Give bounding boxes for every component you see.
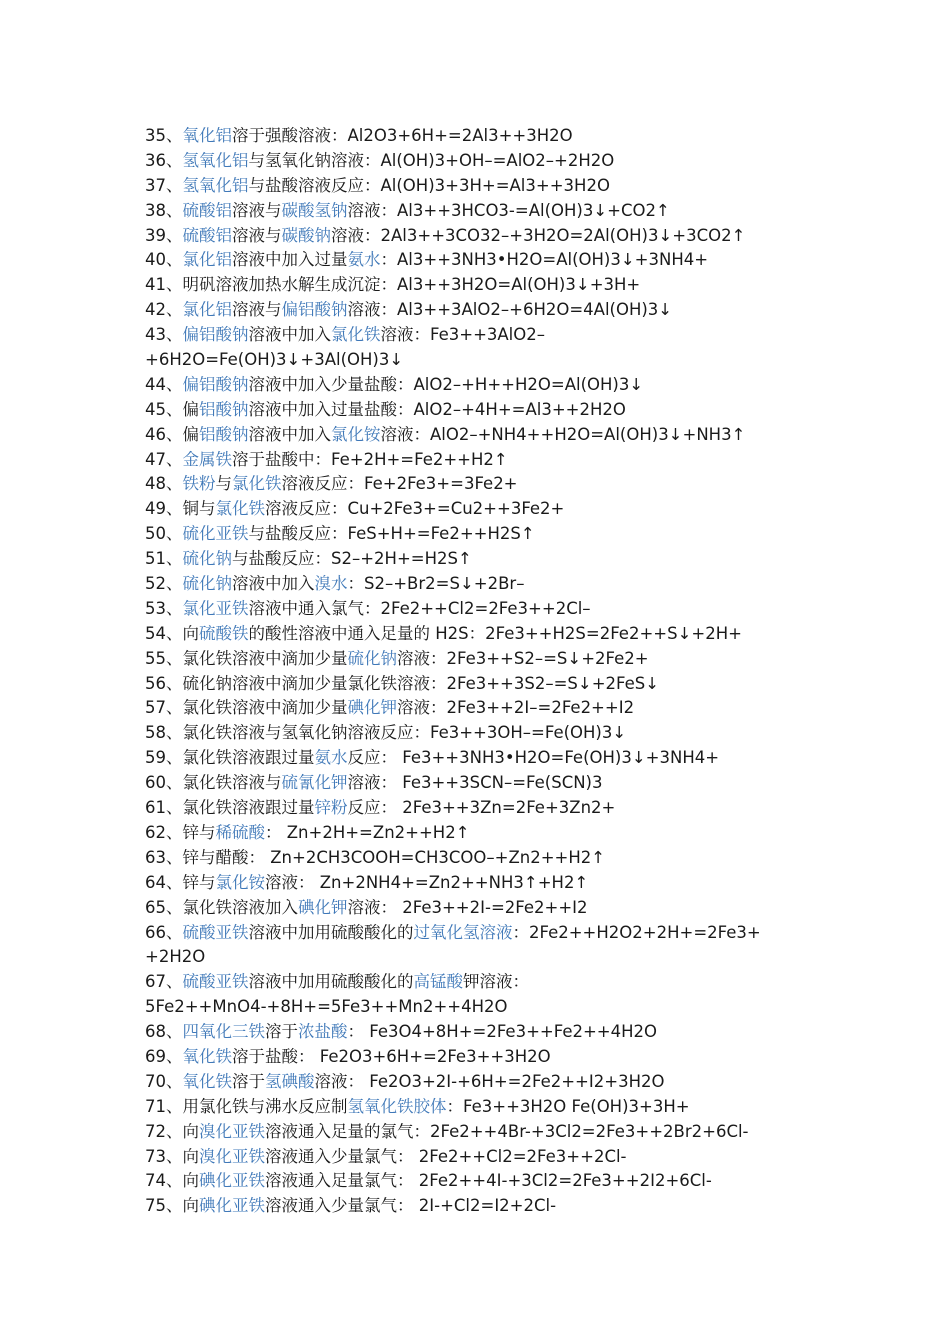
equation-text: 55、氯化铁溶液中滴加少量 (145, 648, 348, 668)
equation-text: 75、向 (145, 1196, 199, 1216)
equation-line (145, 398, 825, 423)
equation-text: 45、偏 (145, 399, 199, 419)
equation-line (145, 672, 825, 697)
keyword-link[interactable]: 碘化亚铁 (199, 1171, 265, 1191)
equation-text: 与盐酸反应：S2–+2H+=H2S↑ (232, 549, 472, 569)
equation-line (145, 348, 825, 373)
keyword-link[interactable]: 氢氧化铝 (182, 175, 249, 195)
keyword-link[interactable]: 氯化铁 (232, 474, 282, 494)
equation-text: 50、 (145, 524, 183, 544)
equation-line (145, 1145, 825, 1170)
equation-line (145, 199, 825, 224)
equation-text: 溶液： Zn+2NH4+=Zn2++NH3↑+H2↑ (265, 872, 589, 892)
keyword-link[interactable]: 浓盐酸 (298, 1022, 348, 1042)
keyword-link[interactable]: 氢碘酸 (265, 1071, 315, 1091)
keyword-link[interactable]: 碘化钾 (347, 698, 397, 718)
equation-line (145, 448, 825, 473)
equation-line (145, 1120, 825, 1145)
equation-text: 溶液中加入过量盐酸：AlO2–+4H+=Al3++2H2O (248, 399, 626, 419)
equation-text: 40、 (145, 250, 183, 270)
equation-line (145, 647, 825, 672)
equation-line (145, 522, 825, 547)
equation-text: 溶液中加入 (248, 424, 331, 444)
keyword-link[interactable]: 溴化亚铁 (199, 1146, 265, 1166)
keyword-link[interactable]: 锌粉 (314, 798, 348, 818)
keyword-link[interactable]: 偏铝酸钠 (281, 300, 348, 320)
keyword-link[interactable]: 氯化铝 (182, 250, 232, 270)
equation-text: 69、 (145, 1046, 183, 1066)
keyword-link[interactable]: 碘化亚铁 (199, 1196, 265, 1216)
equation-text: 溶液通入足量氯气： 2Fe2++4I-+3Cl2=2Fe3++2I2+6Cl- (265, 1171, 712, 1191)
equation-text: 溶液：2Fe3++S2–=S↓+2Fe2+ (397, 648, 649, 668)
keyword-link[interactable]: 氢氧化铝 (182, 150, 249, 170)
keyword-link[interactable]: 碘化钾 (298, 897, 348, 917)
equation-line (145, 1045, 825, 1070)
equation-text: 44、 (145, 374, 183, 394)
equation-text: 溶于 (232, 1071, 265, 1091)
equation-line (145, 174, 825, 199)
equation-text: 溶液通入少量氯气： 2I-+Cl2=I2+2Cl- (265, 1196, 557, 1216)
equation-text: 42、 (145, 300, 183, 320)
equation-line (145, 497, 825, 522)
keyword-link[interactable]: 氯化铵 (331, 424, 381, 444)
equation-line (145, 1169, 825, 1194)
equation-text: 52、 (145, 574, 183, 594)
keyword-link[interactable]: 氯化亚铁 (182, 598, 249, 618)
equation-text: 溶液反应：Cu+2Fe3+=Cu2++3Fe2+ (265, 499, 565, 519)
equation-text: 溶液中加入 (248, 325, 331, 345)
equation-text: 58、氯化铁溶液与氢氧化钠溶液反应：Fe3++3OH–=Fe(OH)3↓ (145, 723, 627, 743)
equation-text: 70、 (145, 1071, 183, 1091)
equation-line (145, 323, 825, 348)
equation-text: 36、 (145, 150, 183, 170)
equation-text: 74、向 (145, 1171, 199, 1191)
equation-text: 65、氯化铁溶液加入 (145, 897, 298, 917)
equation-line (145, 572, 825, 597)
equation-text: ：Fe3++3H2O Fe(OH)3+3H+ (446, 1096, 690, 1116)
equation-text: ：Al3++3NH3•H2O=Al(OH)3↓+3NH4+ (380, 250, 709, 270)
equation-text: 71、用氯化铁与沸水反应制 (145, 1096, 348, 1116)
equation-text: ： Zn+2H+=Zn2++H2↑ (265, 822, 470, 842)
keyword-link[interactable]: 溴水 (314, 574, 348, 594)
equation-text: 溶液与 (232, 200, 282, 220)
equation-line (145, 373, 825, 398)
equation-text: 与 (215, 474, 232, 494)
equation-text: 47、 (145, 449, 183, 469)
equation-text: 溶于盐酸： Fe2O3+6H+=2Fe3++3H2O (232, 1046, 551, 1066)
equation-line (145, 995, 825, 1020)
equation-line (145, 547, 825, 572)
equation-text: 溶液反应：Fe+2Fe3+=3Fe2+ (281, 474, 518, 494)
equation-text: 37、 (145, 175, 183, 195)
keyword-link[interactable]: 硫化亚铁 (182, 524, 249, 544)
equation-text: 61、氯化铁溶液跟过量 (145, 798, 315, 818)
equation-text: 溶液： Fe3++3SCN–=Fe(SCN)3 (347, 773, 603, 793)
equation-text: +6H2O=Fe(OH)3↓+3Al(OH)3↓ (145, 350, 404, 370)
equation-line (145, 821, 825, 846)
equation-text: 的酸性溶液中通入足量的 H2S：2Fe3++H2S=2Fe2++S↓+2H+ (248, 623, 742, 643)
equation-text: 72、向 (145, 1121, 199, 1141)
equation-text: 反应： 2Fe3++3Zn=2Fe+3Zn2+ (347, 798, 616, 818)
equation-text: 60、氯化铁溶液与 (145, 773, 282, 793)
keyword-link[interactable]: 硫化钠 (347, 648, 397, 668)
equation-text: 与盐酸溶液反应：Al(OH)3+3H+=Al3++3H2O (248, 175, 610, 195)
keyword-link[interactable]: 铝酸钠 (199, 399, 249, 419)
keyword-link[interactable]: 氧化铝 (182, 126, 232, 145)
equation-line (145, 945, 825, 970)
equation-line (145, 273, 825, 298)
keyword-link[interactable]: 硫酸铝 (182, 225, 232, 245)
equation-text: 溶液与 (232, 225, 282, 245)
equation-text: 68、 (145, 1022, 183, 1042)
keyword-link[interactable]: 四氧化三铁 (182, 1022, 265, 1042)
equation-line (145, 721, 825, 746)
equation-text: 溶液通入足量的氯气：2Fe2++4Br-+3Cl2=2Fe3++2Br2+6Cl- (265, 1121, 749, 1141)
equation-line (145, 846, 825, 871)
equation-text: 溶液：Al3++3AlO2–+6H2O=4Al(OH)3↓ (347, 300, 673, 320)
equation-line (145, 1194, 825, 1219)
equation-text: 与氢氧化钠溶液：Al(OH)3+OH–=AlO2–+2H2O (248, 150, 615, 170)
equation-line (145, 298, 825, 323)
keyword-link[interactable]: 碳酸钠 (281, 225, 331, 245)
equation-text: 73、向 (145, 1146, 199, 1166)
equation-text: ： Fe3O4+8H+=2Fe3++Fe2++4H2O (347, 1022, 658, 1042)
keyword-link[interactable]: 硫化钠 (182, 574, 232, 594)
keyword-link[interactable]: 碳酸氢钠 (281, 200, 348, 220)
equation-line (145, 472, 825, 497)
equation-line (145, 896, 825, 921)
equation-text: 54、向 (145, 623, 199, 643)
keyword-link[interactable]: 硫氰化钾 (281, 773, 348, 793)
equation-text: 溶液中通入氯气：2Fe2++Cl2=2Fe3++2Cl– (248, 598, 591, 618)
equation-text: 溶液：2Fe3++2I–=2Fe2++I2 (397, 698, 635, 718)
equation-text: 43、 (145, 325, 183, 345)
equation-text: 48、 (145, 474, 183, 494)
equation-line (145, 423, 825, 448)
equation-line (145, 771, 825, 796)
equation-text: 38、 (145, 200, 183, 220)
equation-text: 溶液中加入 (232, 574, 315, 594)
equation-line (145, 1095, 825, 1120)
keyword-link[interactable]: 氯化铁 (215, 499, 265, 519)
equation-text: 溶液中加用硫酸酸化的 (248, 972, 414, 992)
keyword-link[interactable]: 溴化亚铁 (199, 1121, 265, 1141)
keyword-link[interactable]: 氧化铁 (182, 1071, 232, 1091)
equation-text: ：2Fe2++H2O2+2H+=2Fe3+ (512, 922, 761, 942)
keyword-link[interactable]: 稀硫酸 (215, 822, 265, 842)
equation-text: 39、 (145, 225, 183, 245)
equation-text: 49、铜与 (145, 499, 216, 519)
keyword-link[interactable]: 铝酸钠 (199, 424, 249, 444)
equation-text: 62、锌与 (145, 822, 216, 842)
equation-text: 溶液中加用硫酸酸化的 (248, 922, 414, 942)
equation-text: 59、氯化铁溶液跟过量 (145, 748, 315, 768)
equation-line (145, 796, 825, 821)
keyword-link[interactable]: 偏铝酸钠 (182, 325, 249, 345)
keyword-link[interactable]: 偏铝酸钠 (182, 374, 249, 394)
equation-text: 63、锌与醋酸： Zn+2CH3COOH=CH3COO–+Zn2++H2↑ (145, 847, 606, 867)
equation-text: 溶液：Al3++3HCO3-=Al(OH)3↓+CO2↑ (347, 200, 670, 220)
equation-line (145, 970, 825, 995)
keyword-link[interactable]: 硫酸亚铁 (182, 972, 249, 992)
keyword-link[interactable]: 硫化钠 (182, 549, 232, 569)
equation-text: 与盐酸反应：FeS+H+=Fe2++H2S↑ (248, 524, 535, 544)
equation-text: 溶液： Fe2O3+2I-+6H+=2Fe2++I2+3H2O (314, 1071, 665, 1091)
keyword-link[interactable]: 高锰酸 (413, 972, 463, 992)
equation-line (145, 1070, 825, 1095)
keyword-link[interactable]: 硫酸铁 (199, 623, 249, 643)
equation-text: 67、 (145, 972, 183, 992)
keyword-link[interactable]: 氯化铁 (331, 325, 381, 345)
keyword-link[interactable]: 氧化铁 (182, 1046, 232, 1066)
keyword-link[interactable]: 硫酸亚铁 (182, 922, 249, 942)
equation-text: 41、明矾溶液加热水解生成沉淀：Al3++3H2O=Al(OH)3↓+3H+ (145, 275, 641, 295)
equation-line (145, 597, 825, 622)
equation-text: 溶于 (265, 1022, 298, 1042)
equation-text: 溶液中加入过量 (232, 250, 348, 270)
equation-text: 溶液：Fe3++3AlO2– (380, 325, 545, 345)
equation-list (145, 124, 825, 1219)
equation-line (145, 224, 825, 249)
keyword-link[interactable]: 氨水 (314, 748, 348, 768)
equation-text: 35、 (145, 126, 183, 145)
equation-line (145, 248, 825, 273)
equation-text: 溶液通入少量氯气： 2Fe2++Cl2=2Fe3++2Cl- (265, 1146, 627, 1166)
keyword-link[interactable]: 过氧化氢溶液 (413, 922, 513, 942)
equation-text: 钾溶液： (463, 972, 529, 992)
keyword-link[interactable]: 氨水 (347, 250, 381, 270)
equation-text: 溶液中加入少量盐酸：AlO2–+H++H2O=Al(OH)3↓ (248, 374, 644, 394)
equation-text: 56、硫化钠溶液中滴加少量氯化铁溶液：2Fe3++3S2–=S↓+2FeS↓ (145, 673, 660, 693)
equation-text: 64、锌与 (145, 872, 216, 892)
equation-line (145, 746, 825, 771)
equation-text: 46、偏 (145, 424, 199, 444)
equation-text: 57、氯化铁溶液中滴加少量 (145, 698, 348, 718)
equation-text: 溶液：2Al3++3CO32–+3H2O=2Al(OH)3↓+3CO2↑ (331, 225, 746, 245)
equation-line (145, 622, 825, 647)
equation-line (145, 124, 825, 149)
keyword-link[interactable]: 金属铁 (182, 449, 232, 469)
equation-line (145, 921, 825, 946)
equation-line (145, 1020, 825, 1045)
keyword-link[interactable]: 硫酸铝 (182, 200, 232, 220)
equation-text: +2H2O (145, 947, 206, 967)
equation-text: 反应： Fe3++3NH3•H2O=Fe(OH)3↓+3NH4+ (347, 748, 720, 768)
equation-line (145, 149, 825, 174)
equation-text: 溶于强酸溶液：Al2O3+6H+=2Al3++3H2O (232, 126, 573, 145)
keyword-link[interactable]: 氯化铝 (182, 300, 232, 320)
equation-text: 溶液与 (232, 300, 282, 320)
keyword-link[interactable]: 铁粉 (182, 474, 216, 494)
keyword-link[interactable]: 氯化铵 (215, 872, 265, 892)
equation-text: 溶液：AlO2–+NH4++H2O=Al(OH)3↓+NH3↑ (380, 424, 746, 444)
keyword-link[interactable]: 氢氧化铁胶体 (347, 1096, 447, 1116)
equation-line (145, 696, 825, 721)
equation-line (145, 871, 825, 896)
equation-text: 53、 (145, 598, 183, 618)
equation-text: 51、 (145, 549, 183, 569)
equation-text: 溶液： 2Fe3++2I-=2Fe2++I2 (347, 897, 588, 917)
equation-text: ：S2–+Br2=S↓+2Br– (347, 574, 525, 594)
equation-text: 66、 (145, 922, 183, 942)
equation-text: 溶于盐酸中：Fe+2H+=Fe2++H2↑ (232, 449, 508, 469)
equation-text: 5Fe2++MnO4-+8H+=5Fe3++Mn2++4H2O (145, 997, 508, 1017)
